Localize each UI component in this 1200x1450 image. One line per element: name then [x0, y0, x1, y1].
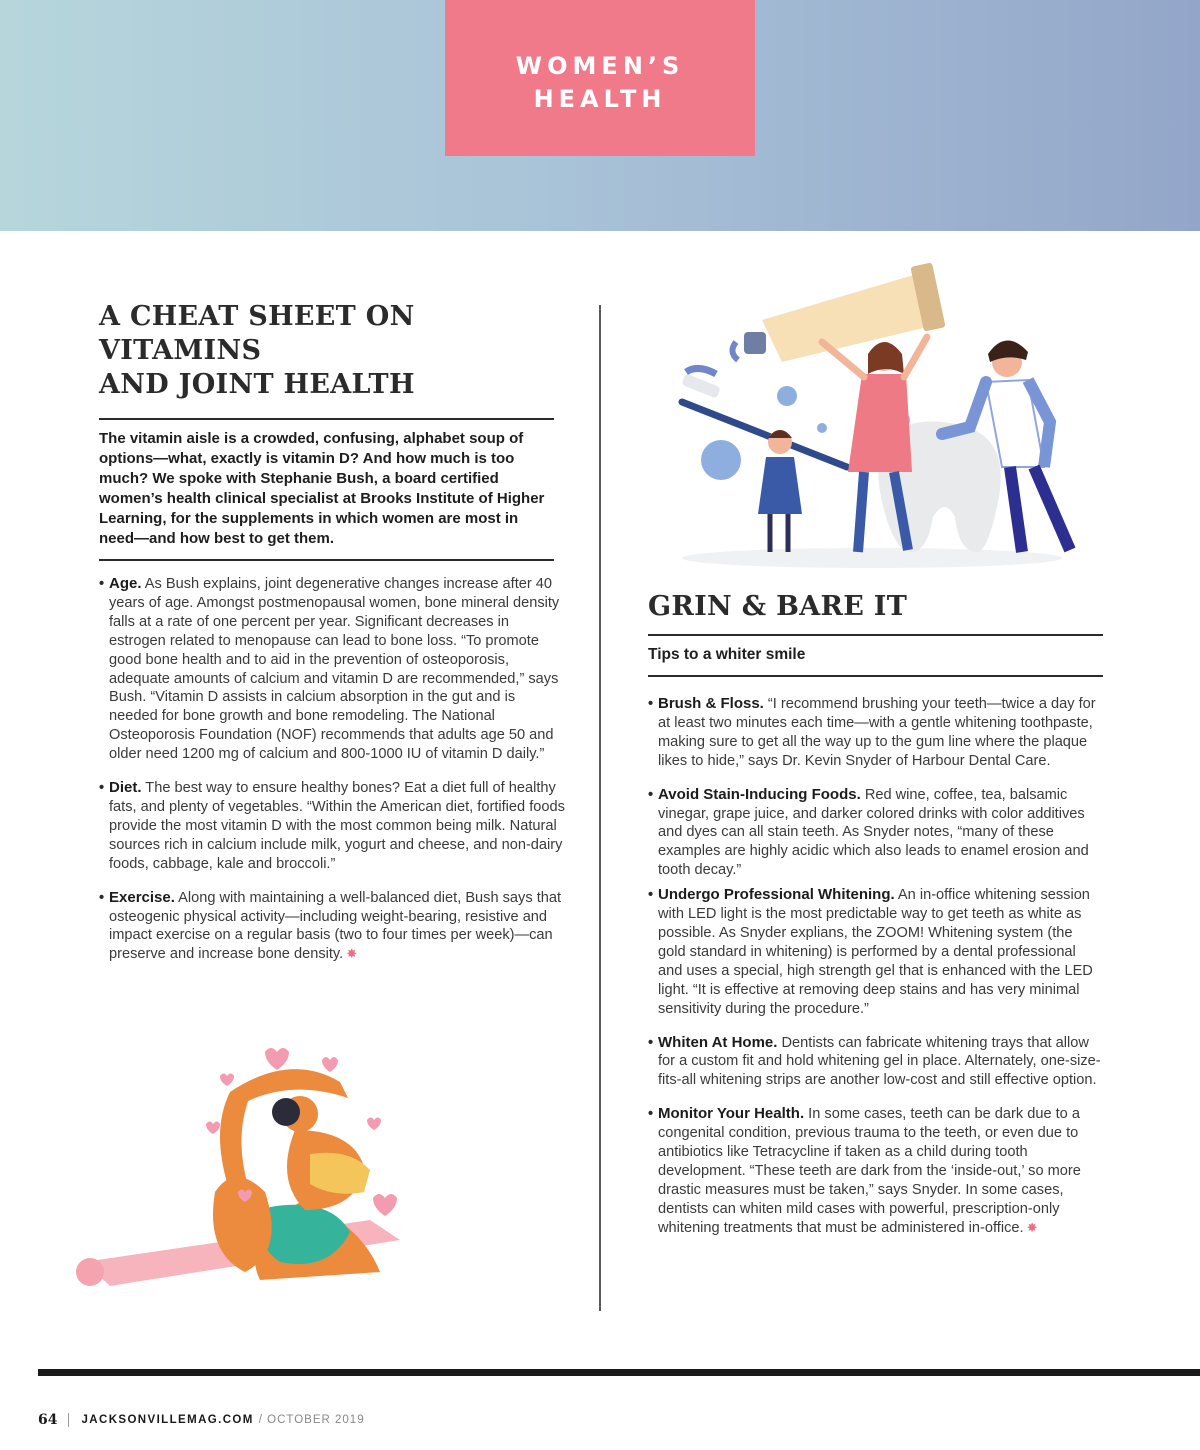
bullet-lead: Undergo Professional Whitening.: [658, 886, 895, 904]
bullet-lead: Age.: [109, 575, 142, 592]
list-item: [99, 779, 565, 874]
heart-icon: [220, 1074, 234, 1087]
dental-illustration: [672, 262, 1092, 572]
yoga-woman-figure: [213, 1069, 380, 1280]
bullet-text: As Bush explains, joint degenerative changes increase after 40 years of age. Amongst postmenopausal women, bone mineral density falls at a rate of one percent per year. Significant decreases in estrogen related to menopause can lead to bone loss. “To promote good bone health and to aid in the prevention of osteoporosis, adequate amounts of calcium and vitamin D are recommended,” says Bush. “Vitamin D assists in calcium absorption in the gut and is needed for bone growth and bone remodeling. The National Osteoporosis Foundation (NOF) recommends that adults age 50 and older need 1200 mg of calcium and 800-1000 IU of vitamin D daily.”: [109, 576, 560, 763]
vitamins-headline: [99, 300, 565, 402]
vitamins-deck: The vitamin aisle is a crowded, confusing, alphabet soup of options—what, exactly is vitamin D? And how much is too much? We spoke with Stephanie Bush, a board certified women’s health clinical specialist at Brooks Institute of Higher Learning, for the supplements in which women are most in need—and how best to get them.: [99, 430, 545, 547]
bullet-text: An in-office whitening session with LED light is the most predictable way to get teeth as white as possible. As Snyder explians, the ZOOM! Whitening system (the gold standard in whitening) is performed by a dental professional and uses a special, high strength gel that is enhanced with the LED light. “It is effective at removing deep stains and has very minimal sensitivity during the procedure.”: [658, 887, 1093, 1017]
whitening-subhead: Tips to a whiter smile: [648, 646, 806, 663]
bullet-text: “I recommend brushing your teeth—twice a day for at least two minutes each time—with a gentle whitening toothpaste, making sure to get all the way up to the gum line where the plaque likes to hide,” says Dr. Kevin Snyder of Harbour Dental Care.: [658, 696, 1096, 769]
section-tag-line2: HEALTH: [533, 85, 667, 113]
bubble-icon: [701, 440, 741, 480]
heart-icon: [373, 1194, 397, 1216]
section-tag-line1: WOMEN’S: [515, 52, 685, 80]
whitening-headline: GRIN & BARE IT: [648, 591, 908, 622]
whitening-bullet-list: [648, 695, 1103, 1238]
footer-date: / OCTOBER 2019: [258, 1414, 365, 1426]
ground-shadow: [682, 548, 1062, 568]
list-item: [99, 575, 565, 764]
list-item: [648, 786, 1103, 881]
bullet-text: Along with maintaining a well-balanced diet, Bush says that osteogenic physical activity—including weight-bearing, resistive and impact exercise on a regular basis (two to four times per week)—can preserve and increase bone density.: [109, 889, 562, 963]
footer-rule: [38, 1369, 1200, 1376]
list-item: [648, 695, 1103, 771]
list-item: [648, 886, 1103, 1018]
end-mark-icon: ✸: [1026, 1219, 1038, 1235]
footer-site: JACKSONVILLEMAG.COM: [81, 1414, 254, 1426]
bullet-lead: Diet.: [109, 779, 142, 797]
page-footer: [38, 1412, 365, 1428]
column-divider: [599, 305, 601, 1311]
footer-separator: [68, 1413, 69, 1427]
bullet-text: The best way to ensure healthy bones? Eat a diet full of healthy fats, and plenty of vegetables. “Within the American diet, fortified foods provide the most vitamin D with the most common being milk. Natural sources rich in calcium include milk, yogurt and cheese, and non-dairy foods, cabbage, kale and broccoli.”: [109, 780, 565, 872]
toothpaste-tube-icon: [732, 262, 945, 362]
list-item: [99, 889, 565, 965]
page-number: 64: [38, 1412, 58, 1428]
bullet-lead: Avoid Stain-Inducing Foods.: [658, 785, 861, 803]
deck-rule: [99, 559, 554, 561]
bubble-icon: [817, 423, 827, 433]
bullet-text: Dentists can fabricate whitening trays that allow for a custom fit and hold whitening gel in place. Alternately, one-size-fits-all whitening strips are another low-cost and still effective option.: [658, 1034, 1101, 1089]
vitamins-headline-line1: A CHEAT SHEET ON VITAMINS: [99, 301, 415, 366]
bullet-text: Red wine, coffee, tea, balsamic vinegar, grape juice, and darker colored drinks with color additives and dyes can all stain teeth. As Snyder notes, “many of these examples are highly acidic which also leads to enamel erosion and tooth decay.”: [658, 786, 1089, 879]
vitamins-article: [99, 300, 565, 979]
list-item: [648, 1034, 1103, 1091]
vitamins-bullet-list: [99, 575, 565, 964]
heart-icon: [265, 1048, 289, 1070]
section-tag: [445, 0, 755, 156]
whitening-article: [648, 590, 1103, 1253]
end-mark-icon: ✸: [346, 946, 358, 962]
heart-icon: [367, 1118, 381, 1131]
heart-icon: [322, 1057, 338, 1072]
vitamins-headline-line2: AND JOINT HEALTH: [99, 369, 415, 400]
bubble-icon: [777, 386, 797, 406]
bullet-lead: Exercise.: [109, 888, 175, 906]
bullet-lead: Brush & Floss.: [658, 695, 764, 712]
bullet-text: In some cases, teeth can be dark due to a congenital condition, previous trauma to the teeth, or even due to antibiotics like Tetracycline if taken as a child during tooth development. “These teeth are dark from the ‘inside-out,’ so more drastic measures must be taken,” says Snyder. In some cases, dentists can whiten mild cases with powerful, prescription-only whitening treatments that must be administered in-office.: [658, 1106, 1081, 1236]
list-item: [648, 1105, 1103, 1237]
bullet-lead: Whiten At Home.: [658, 1033, 778, 1051]
bullet-lead: Monitor Your Health.: [658, 1105, 805, 1123]
subhead-rule: [648, 675, 1103, 677]
heart-icon: [206, 1122, 220, 1135]
yoga-illustration: [70, 1042, 430, 1302]
mat-roll-icon: [76, 1258, 104, 1286]
